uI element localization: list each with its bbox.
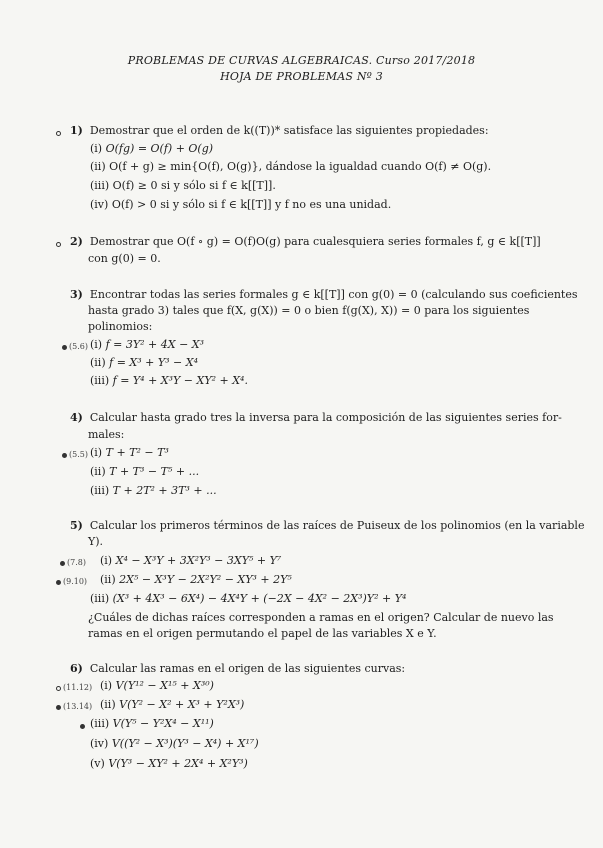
problem-5-number: 5) [70,519,83,532]
problem-2-statement-cont: con g(0) = 0. [88,252,161,265]
problem-3-item-i: (i) f = 3Y² + 4X − X³ [90,338,205,351]
problem-3-statement-cont2: polinomios: [88,320,153,333]
problem-1-item-i: (i) O(fg) = O(f) + O(g) [90,142,214,155]
margin-mark-p5ii: (9.10) [56,577,87,586]
problem-3-item-iii: (iii) f = Y⁴ + X³Y − XY² + X⁴. [90,374,248,387]
problem-1-statement [70,124,489,137]
problem-4-number: 4) [70,411,83,424]
problem-3-statement-cont1: hasta grado 3) tales que f(X, g(X)) = 0 o bien f(g(X), X)) = 0 para los siguientes [88,304,530,317]
problem-4-item-iii: (iii) T + 2T² + 3T³ + ... [90,484,217,497]
problem-3-item-ii: (ii) f = X³ + Y³ − X⁴ [90,356,198,369]
margin-mark-p6ii: (13.14) [56,702,92,711]
problem-2-statement: 2) Demostrar que O(f ∘ g) = O(f)O(g) para cualesquiera series formales f, g ∈ k[[T]] [70,235,541,248]
problem-1-item-ii: (ii) O(f + g) ≥ min{O(f), O(g)}, dándose la igualdad cuando O(f) ≠ O(g). [90,160,492,173]
problem-6-item-iii: (iii) V(Y⁵ − Y²X⁴ − X¹¹) [90,717,214,730]
margin-mark-p3: (5.6) [62,342,88,351]
problem-5-statement-cont: Y). [88,535,104,548]
problem-1-text: Demostrar que el orden de k((T))* satisface las siguientes propiedades: [89,124,489,137]
problem-6-item-i: (i) V(Y¹² − X¹⁵ + X³⁰) [100,679,214,692]
problem-5-item-iii: (iii) (X³ + 4X³ − 6X⁴) − 4X⁴Y + (−2X − 4X² − 2X³)Y² + Y⁴ [90,592,407,605]
problem-4-statement-cont: males: [88,428,125,441]
problem-4-item-ii: (ii) T + T³ − T⁵ + ... [90,465,200,478]
document-title: PROBLEMAS DE CURVAS ALGEBRAICAS. Curso 2017/2018 [127,54,476,67]
margin-mark-p6i: (11.12) [56,683,92,692]
margin-mark-p4: (5.5) [62,450,88,459]
sheet-subtitle: HOJA DE PROBLEMAS Nº 3 [220,70,383,83]
problem-6-number: 6) [70,662,83,675]
problem-2-number: 2) [70,235,83,248]
margin-mark-p1 [56,128,63,137]
problem-1-item-iv: (iv) O(f) > 0 si y sólo si f ∈ k[[T]] y f no es una unidad. [90,198,392,211]
problem-5-statement: 5) Calcular los primeros términos de las raíces de Puiseux de los polinomios (en la variable [70,519,585,532]
problem-5-item-ii: (ii) 2X⁵ − X³Y − 2X²Y² − XY³ + 2Y⁵ [100,573,292,586]
problem-6-item-v: (v) V(Y³ − XY² + 2X⁴ + X²Y³) [90,757,248,770]
problem-4-item-i: (i) T + T² − T³ [90,446,169,459]
margin-mark-p6iii [80,721,87,730]
problem-1-number: 1) [70,124,83,137]
problem-6-statement: 6) Calcular las ramas en el origen de las siguientes curvas: [70,662,406,675]
problem-3-number: 3) [70,288,83,301]
problem-6-item-ii: (ii) V(Y² − X² + X³ + Y²X³) [100,698,245,711]
problem-5-closing-2: ramas en el origen permutando el papel de las variables X e Y. [88,627,437,640]
problem-3-statement: 3) Encontrar todas las series formales g ∈ k[[T]] con g(0) = 0 (calculando sus coeficientes [70,288,578,301]
margin-mark-p2 [56,239,63,248]
problem-1-item-iii: (iii) O(f) ≥ 0 si y sólo si f ∈ k[[T]]. [90,179,276,192]
problem-6-item-iv: (iv) V((Y² − X³)(Y³ − X⁴) + X¹⁷) [90,737,259,750]
margin-mark-p5i: (7.8) [60,558,86,567]
problem-5-closing-1: ¿Cuáles de dichas raíces corresponden a ramas en el origen? Calcular de nuevo las [88,611,554,624]
problem-4-statement: 4) Calcular hasta grado tres la inversa para la composición de las siguientes series for- [70,411,562,424]
problem-5-item-i: (i) X⁴ − X³Y + 3X²Y³ − 3XY⁵ + Y⁷ [100,554,282,567]
